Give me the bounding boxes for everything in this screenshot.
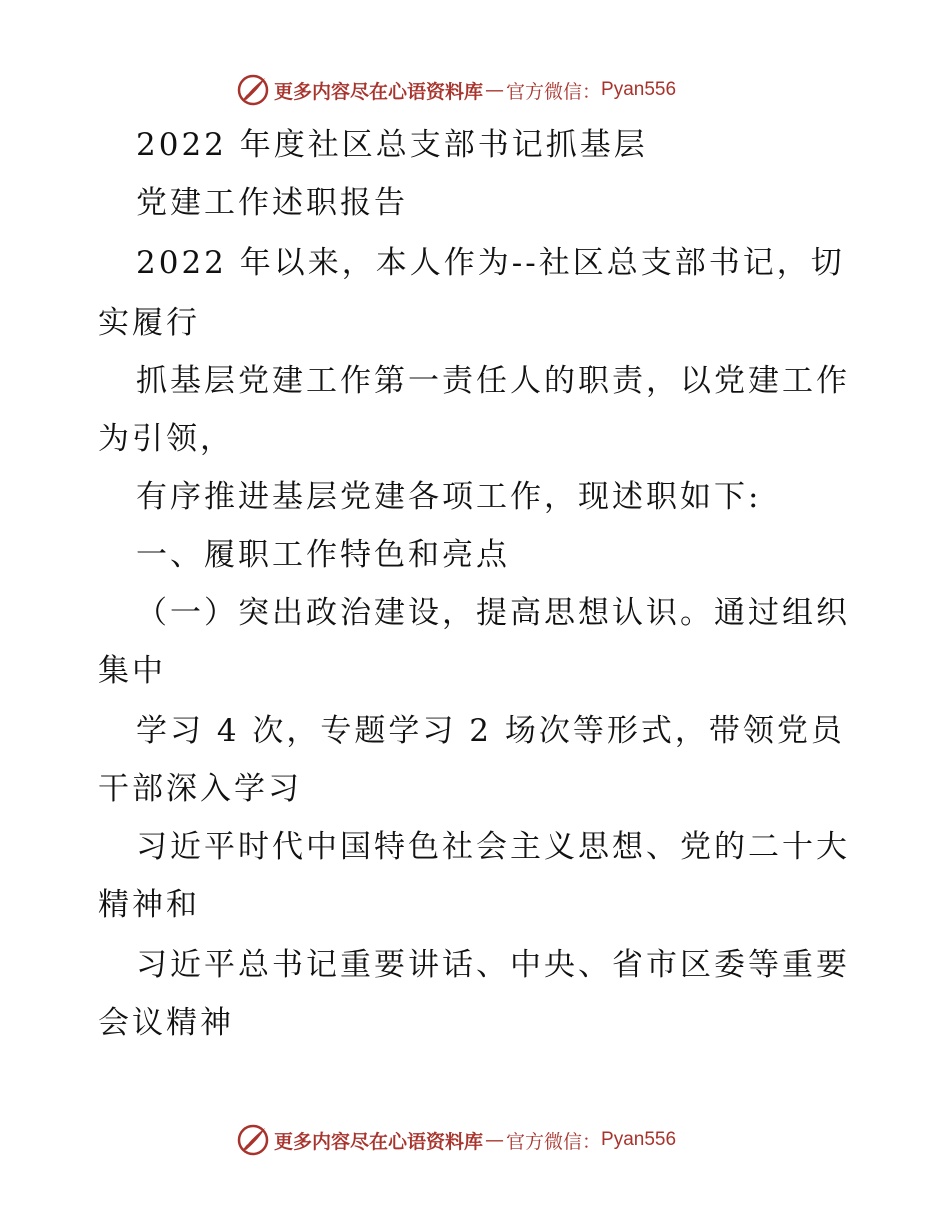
document-title-line-1: 2022 年度社区总支部书记抓基层 <box>136 127 648 163</box>
paragraph-line: 干部深入学习 <box>98 771 302 807</box>
watermark-separator: — <box>485 79 505 101</box>
watermark-text: 更多内容尽在心语资料库 <box>274 80 484 103</box>
paragraph-line: 有序推进基层党建各项工作，现述职如下: <box>136 479 762 515</box>
watermark-label: 官方微信： <box>506 1130 602 1153</box>
watermark-separator: — <box>485 1129 505 1151</box>
document-title-line-2: 党建工作述职报告 <box>136 185 408 221</box>
header-watermark <box>236 72 676 108</box>
quill-pen-logo-icon <box>236 1123 270 1157</box>
paragraph-line: 会议精神 <box>98 1005 234 1041</box>
paragraph-line: 学习 4 次，专题学习 2 场次等形式，带领党员 <box>136 713 845 749</box>
footer-watermark <box>236 1122 676 1158</box>
paragraph-line: 习近平总书记重要讲话、中央、省市区委等重要 <box>136 947 850 983</box>
paragraph-line: 为引领， <box>98 421 234 457</box>
paragraph-line: 抓基层党建工作第一责任人的职责，以党建工作 <box>136 363 850 399</box>
paragraph-line: （一）突出政治建设，提高思想认识。通过组织 <box>136 595 850 631</box>
paragraph-line: 精神和 <box>98 887 200 923</box>
watermark-label: 官方微信： <box>506 80 602 103</box>
watermark-id: Pyan556 <box>601 1129 677 1150</box>
paragraph-line: 实履行 <box>98 305 200 341</box>
paragraph-line: 集中 <box>98 653 166 689</box>
quill-pen-logo-icon <box>236 73 270 107</box>
watermark-id: Pyan556 <box>601 79 677 100</box>
section-heading: 一、履职工作特色和亮点 <box>136 537 510 573</box>
paragraph-line: 习近平时代中国特色社会主义思想、党的二十大 <box>136 829 850 865</box>
paragraph-line: 2022 年以来，本人作为--社区总支部书记，切 <box>136 245 845 281</box>
watermark-text: 更多内容尽在心语资料库 <box>274 1130 484 1153</box>
